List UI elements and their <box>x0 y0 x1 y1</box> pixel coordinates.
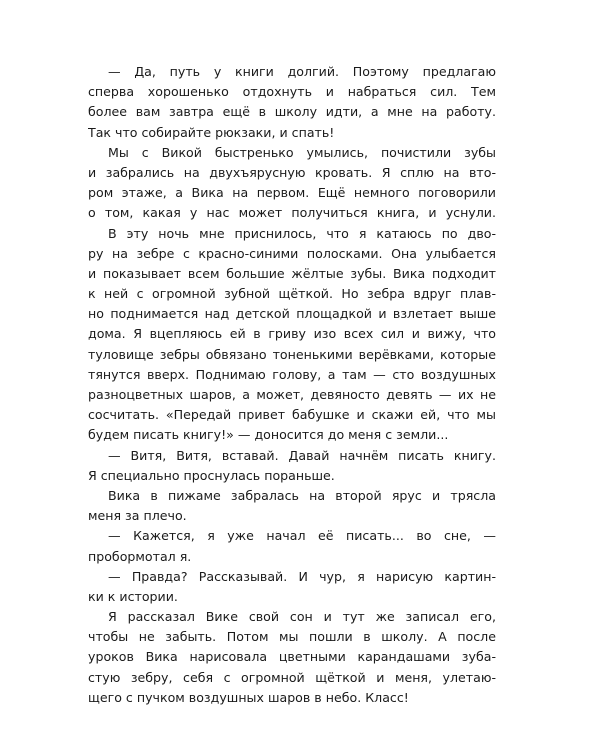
text-line: — Витя, Витя, вставай. Давай начнём писать книгу. <box>108 447 496 463</box>
text-line: но поднимается над детской площадкой и взлетает выше <box>88 306 496 322</box>
text-line: Я специально проснулась пораньше. <box>88 467 335 483</box>
text-line: Мы с Викой быстренько умылись, почистили зубы <box>108 144 496 160</box>
text-line: меня за плечо. <box>88 508 187 524</box>
text-line: о том, какая у нас может получиться книга, и уснули. <box>88 205 496 221</box>
text-line: ки к истории. <box>88 588 178 604</box>
text-line: чтобы не забыть. Потом мы пошли в школу. А после <box>88 629 496 645</box>
text-line: сперва хорошенько отдохнуть и набраться сил. Тем <box>88 84 496 100</box>
text-line: Вика в пижаме забралась на второй ярус и трясла <box>108 487 496 503</box>
text-line: тянутся вверх. Поднимаю голову, а там — сто воздушных <box>88 366 496 382</box>
text-line: к ней с огромной зубной щёткой. Но зебра вдруг плав- <box>88 286 496 302</box>
text-line: туловище зебры обвязано тоненькими верёвками, которые <box>88 346 496 362</box>
text-line: — Да, путь у книги долгий. Поэтому предлагаю <box>108 64 496 79</box>
text-line: будем писать книгу!» — доносится до меня с земли... <box>88 427 449 443</box>
text-line: ром этаже, а Вика на первом. Ещё немного поговорили <box>88 185 496 201</box>
text-line: щего с пучком воздушных шаров в небо. Класс! <box>88 689 409 705</box>
text-line: Так что собирайте рюкзаки, и спать! <box>88 124 335 140</box>
text-line: и показывает всем большие жёлтые зубы. Вика подходит <box>88 265 496 281</box>
text-line: В эту ночь мне приснилось, что я катаюсь по дво- <box>108 225 496 241</box>
text-line: — Правда? Рассказывай. И чур, я нарисую картин- <box>108 568 496 584</box>
text-line: пробормотал я. <box>88 548 192 564</box>
text-line: — Кажется, я уже начал её писать... во сне, — <box>108 528 496 544</box>
text-line: и забрались на двухъярусную кровать. Я сплю на вто- <box>88 164 496 180</box>
text-line: дома. Я вцепляюсь ей в гриву изо всех сил и вижу, что <box>88 326 496 342</box>
text-line: разноцветных шаров, а может, девяносто девять — их не <box>88 387 496 402</box>
text-line: Я рассказал Вике свой сон и тут же записал его, <box>108 609 496 625</box>
text-line: сосчитать. «Передай привет бабушке и скажи ей, что мы <box>88 407 496 423</box>
page-text <box>88 62 496 708</box>
text-line: ру на зебре с красно-синими полосками. Она улыбается <box>88 245 496 261</box>
text-line: стую зебру, себя с огромной щёткой и меня, улетаю- <box>88 669 496 685</box>
text-line: более вам завтра ещё в школу идти, а мне на работу. <box>88 104 496 120</box>
text-line: уроков Вика нарисовала цветными карандашами зуба- <box>88 649 496 665</box>
